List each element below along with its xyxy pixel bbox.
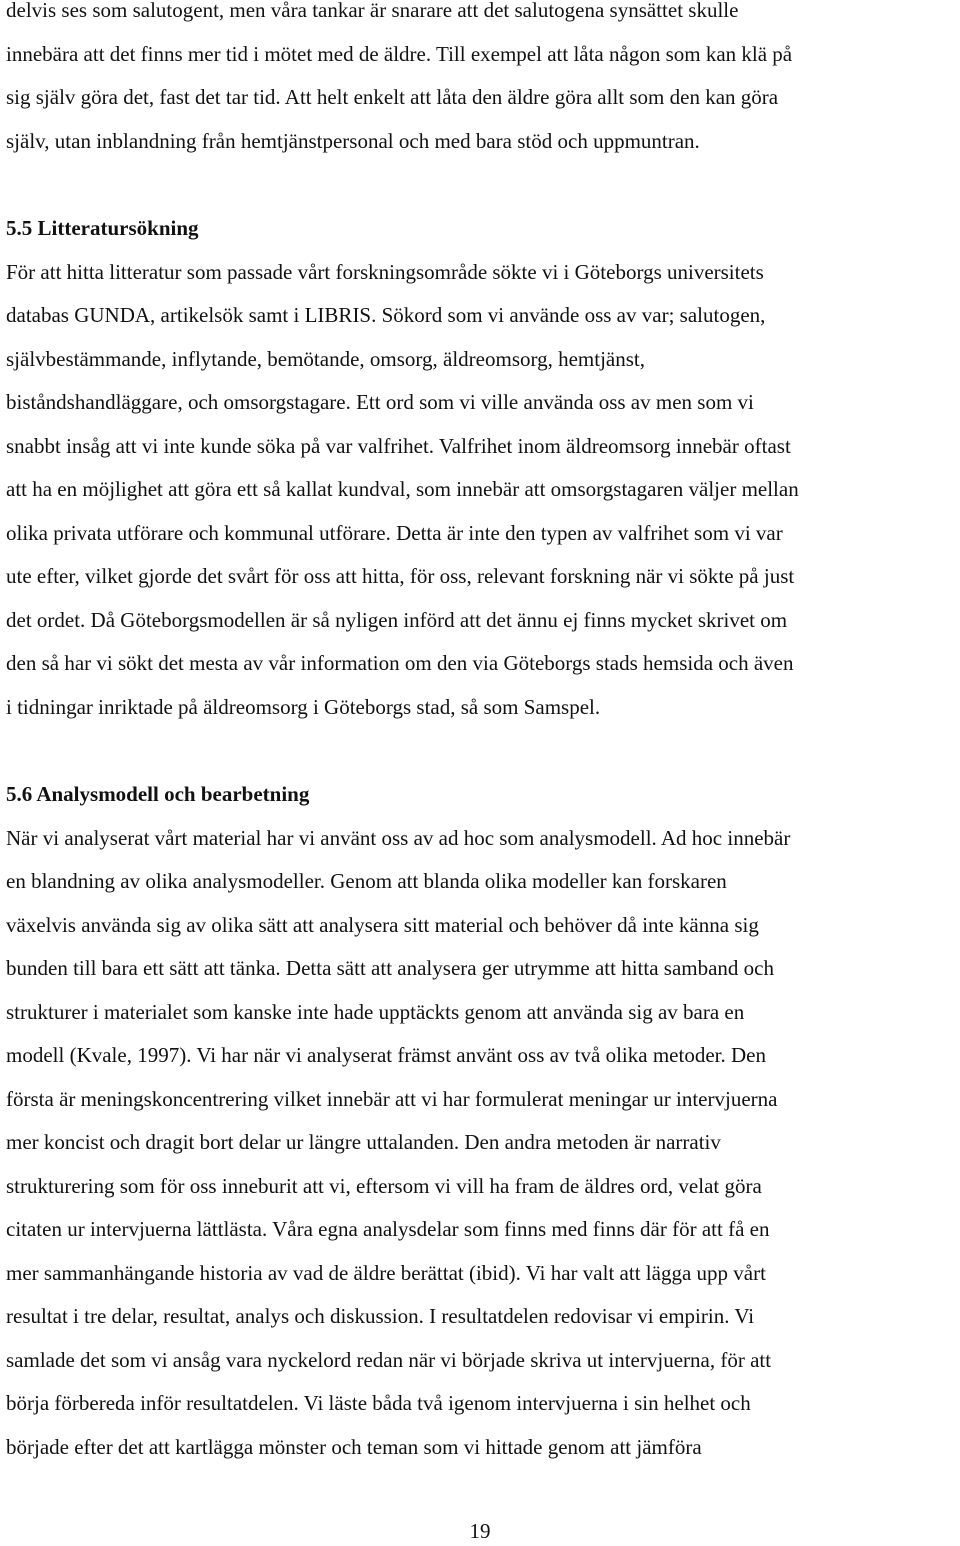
text-line: bunden till bara ett sätt att tänka. Detta sätt att analysera ger utrymme att hitta samband och — [6, 956, 774, 980]
text-line: citaten ur intervjuerna lättlästa. Våra egna analysdelar som finns med finns där för att få en — [6, 1217, 770, 1241]
section-gap — [6, 729, 956, 773]
text-line: började efter det att kartlägga mönster och teman som vi hittade genom att jämföra — [6, 1434, 702, 1459]
text-line: delvis ses som salutogent, men våra tankar är snarare att det salutogena synsättet skulle — [6, 0, 739, 22]
text-line: olika privata utförare och kommunal utförare. Detta är inte den typen av valfrihet som vi var — [6, 520, 783, 545]
text-line: databas GUNDA, artikelsök samt i LIBRIS. Sökord som vi använde oss av var; salutogen, — [6, 303, 766, 327]
text-line: själv, utan inblandning från hemtjänstpersonal och med bara stöd och uppmuntran. — [6, 128, 700, 153]
text-line: När vi analyserat vårt material har vi använt oss av ad hoc som analysmodell. Ad hoc innebär — [6, 825, 791, 850]
text-line: ute efter, vilket gjorde det svårt för oss att hitta, för oss, relevant forskning när vi sökte på just — [6, 564, 795, 588]
text-line: sig själv göra det, fast det tar tid. Att helt enkelt att låta den äldre göra allt som den kan göra — [6, 85, 779, 109]
section-heading-5-5: 5.5 Litteratursökning — [6, 216, 199, 240]
section-5-5-paragraph — [6, 251, 956, 730]
text-line: självbestämmande, inflytande, bemötande, omsorg, äldreomsorg, hemtjänst, — [6, 346, 646, 371]
text-line: börja förbereda inför resultatdelen. Vi läste båda två igenom intervjuerna i sin helhet och — [6, 1391, 751, 1415]
intro-paragraph — [6, 0, 956, 163]
text-line: första är meningskoncentrering vilket innebär att vi har formulerat meningar ur intervjuerna — [6, 1086, 778, 1111]
text-line: innebära att det finns mer tid i mötet med de äldre. Till exempel att låta någon som kan klä på — [6, 41, 793, 66]
section-heading-5-6: 5.6 Analysmodell och bearbetning — [6, 782, 310, 806]
text-line: modell (Kvale, 1997). Vi har när vi analyserat främst använt oss av två olika metoder. Den — [6, 1043, 766, 1067]
text-line: resultat i tre delar, resultat, analys och diskussion. I resultatdelen redovisar vi empirin. Vi — [6, 1304, 755, 1328]
text-line: snabbt insåg att vi inte kunde söka på var valfrihet. Valfrihet inom äldreomsorg innebär oftast — [6, 433, 791, 458]
text-line: mer sammanhängande historia av vad de äldre berättat (ibid). Vi har valt att lägga upp vårt — [6, 1260, 766, 1285]
text-line: den så har vi sökt det mesta av vår information om den via Göteborgs stads hemsida och även — [6, 651, 794, 675]
text-line: biståndshandläggare, och omsorgstagare. Ett ord som vi ville använda oss av men som vi — [6, 390, 754, 414]
text-line: strukturer i materialet som kanske inte hade upptäckts genom att använda sig av bara en — [6, 999, 745, 1024]
text-line: samlade det som vi ansåg vara nyckelord redan när vi började skriva ut intervjuerna, för att — [6, 1347, 772, 1372]
section-gap — [6, 163, 956, 207]
page-number: 19 — [469, 1519, 491, 1543]
text-line: det ordet. Då Göteborgsmodellen är så nyligen införd att det ännu ej finns mycket skrivet om — [6, 607, 788, 632]
text-line: strukturering som för oss inneburit att vi, eftersom vi vill ha fram de äldres ord, velat göra — [6, 1173, 762, 1198]
text-line: mer koncist och dragit bort delar ur längre uttalanden. Den andra metoden är narrativ — [6, 1130, 721, 1154]
section-5-6-paragraph — [6, 817, 956, 1470]
text-line: i tidningar inriktade på äldreomsorg i Göteborgs stad, så som Samspel. — [6, 694, 601, 719]
document-page — [6, 0, 956, 1469]
text-line: För att hitta litteratur som passade vårt forskningsområde sökte vi i Göteborgs universitets — [6, 259, 764, 284]
text-line: växelvis använda sig av olika sätt att analysera sitt material och behöver då inte känna sig — [6, 912, 759, 937]
text-line: att ha en möjlighet att göra ett så kallat kundval, som innebär att omsorgstagaren väljer mellan — [6, 477, 799, 501]
text-line: en blandning av olika analysmodeller. Genom att blanda olika modeller kan forskaren — [6, 869, 727, 893]
